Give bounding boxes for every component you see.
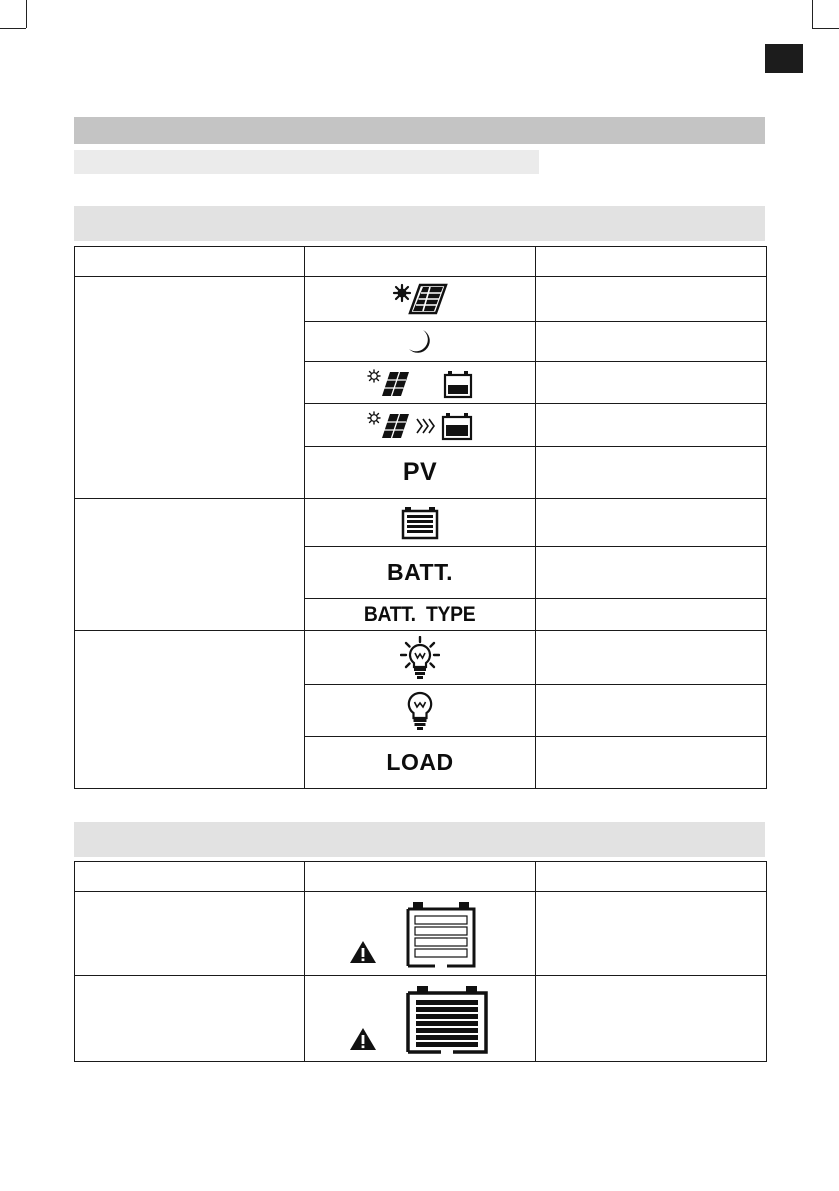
header-cell (536, 247, 767, 277)
warning-icon (349, 940, 377, 964)
crop-mark-top-left (0, 28, 26, 29)
icon-cell (305, 631, 536, 685)
desc-cell (536, 404, 767, 447)
sun-panel-battery-icon (365, 367, 475, 399)
icon-cell (305, 547, 536, 599)
group-cell-pv (75, 277, 305, 499)
bulb-off-icon (405, 691, 435, 731)
icon-cell (305, 737, 536, 789)
icon-cell (305, 499, 536, 547)
table2-title-bar (74, 822, 765, 857)
icon-cell (305, 277, 536, 322)
table-header-row (75, 247, 767, 277)
icon-cell (305, 976, 536, 1062)
sun-panel-icon (390, 281, 450, 317)
bulb-on-icon (400, 636, 440, 680)
battery-warning-table (74, 861, 767, 1062)
desc-cell (536, 976, 767, 1062)
desc-cell (536, 277, 767, 322)
desc-cell (536, 447, 767, 499)
table-row (75, 976, 767, 1062)
group-cell-battery (75, 499, 305, 631)
header-cell (75, 247, 305, 277)
load-label: LOAD (386, 749, 454, 775)
icon-cell (305, 599, 536, 631)
group-cell-load (75, 631, 305, 789)
desc-cell (536, 322, 767, 362)
warning-icon (349, 1027, 377, 1051)
pv-label: PV (402, 458, 438, 486)
desc-cell (536, 892, 767, 976)
icon-cell (305, 322, 536, 362)
crop-mark-top-right (812, 28, 839, 29)
header-cell (305, 862, 536, 892)
crop-mark-top-left-v (26, 0, 27, 28)
condition-cell (75, 976, 305, 1062)
batt-type-label: BATT. TYPE (364, 602, 476, 626)
status-icon-table (74, 246, 767, 789)
icon-cell (305, 447, 536, 499)
section-subheader-bar (74, 150, 539, 174)
table-header-row (75, 862, 767, 892)
header-cell (75, 862, 305, 892)
table-row (75, 499, 767, 547)
battery-icon (401, 506, 439, 540)
icon-cell (305, 362, 536, 404)
desc-cell (536, 599, 767, 631)
desc-cell (536, 631, 767, 685)
language-tab-marker (765, 44, 803, 73)
crop-mark-top-right-v (812, 0, 813, 28)
desc-cell (536, 547, 767, 599)
moon-icon (405, 327, 435, 357)
header-cell (536, 862, 767, 892)
condition-cell (75, 892, 305, 976)
icon-cell (305, 404, 536, 447)
table-row (75, 631, 767, 685)
icon-cell (305, 685, 536, 737)
header-cell (305, 247, 536, 277)
desc-cell (536, 362, 767, 404)
batt-label: BATT. (387, 559, 453, 585)
section-header-bar (74, 117, 765, 144)
desc-cell (536, 685, 767, 737)
battery-full-icon (405, 984, 489, 1056)
table-row (75, 892, 767, 976)
sun-panel-charging-battery-icon (365, 409, 475, 441)
desc-cell (536, 737, 767, 789)
table-row (75, 277, 767, 322)
icon-cell (305, 892, 536, 976)
desc-cell (536, 499, 767, 547)
battery-empty-icon (405, 900, 477, 970)
table1-title-bar (74, 206, 765, 241)
